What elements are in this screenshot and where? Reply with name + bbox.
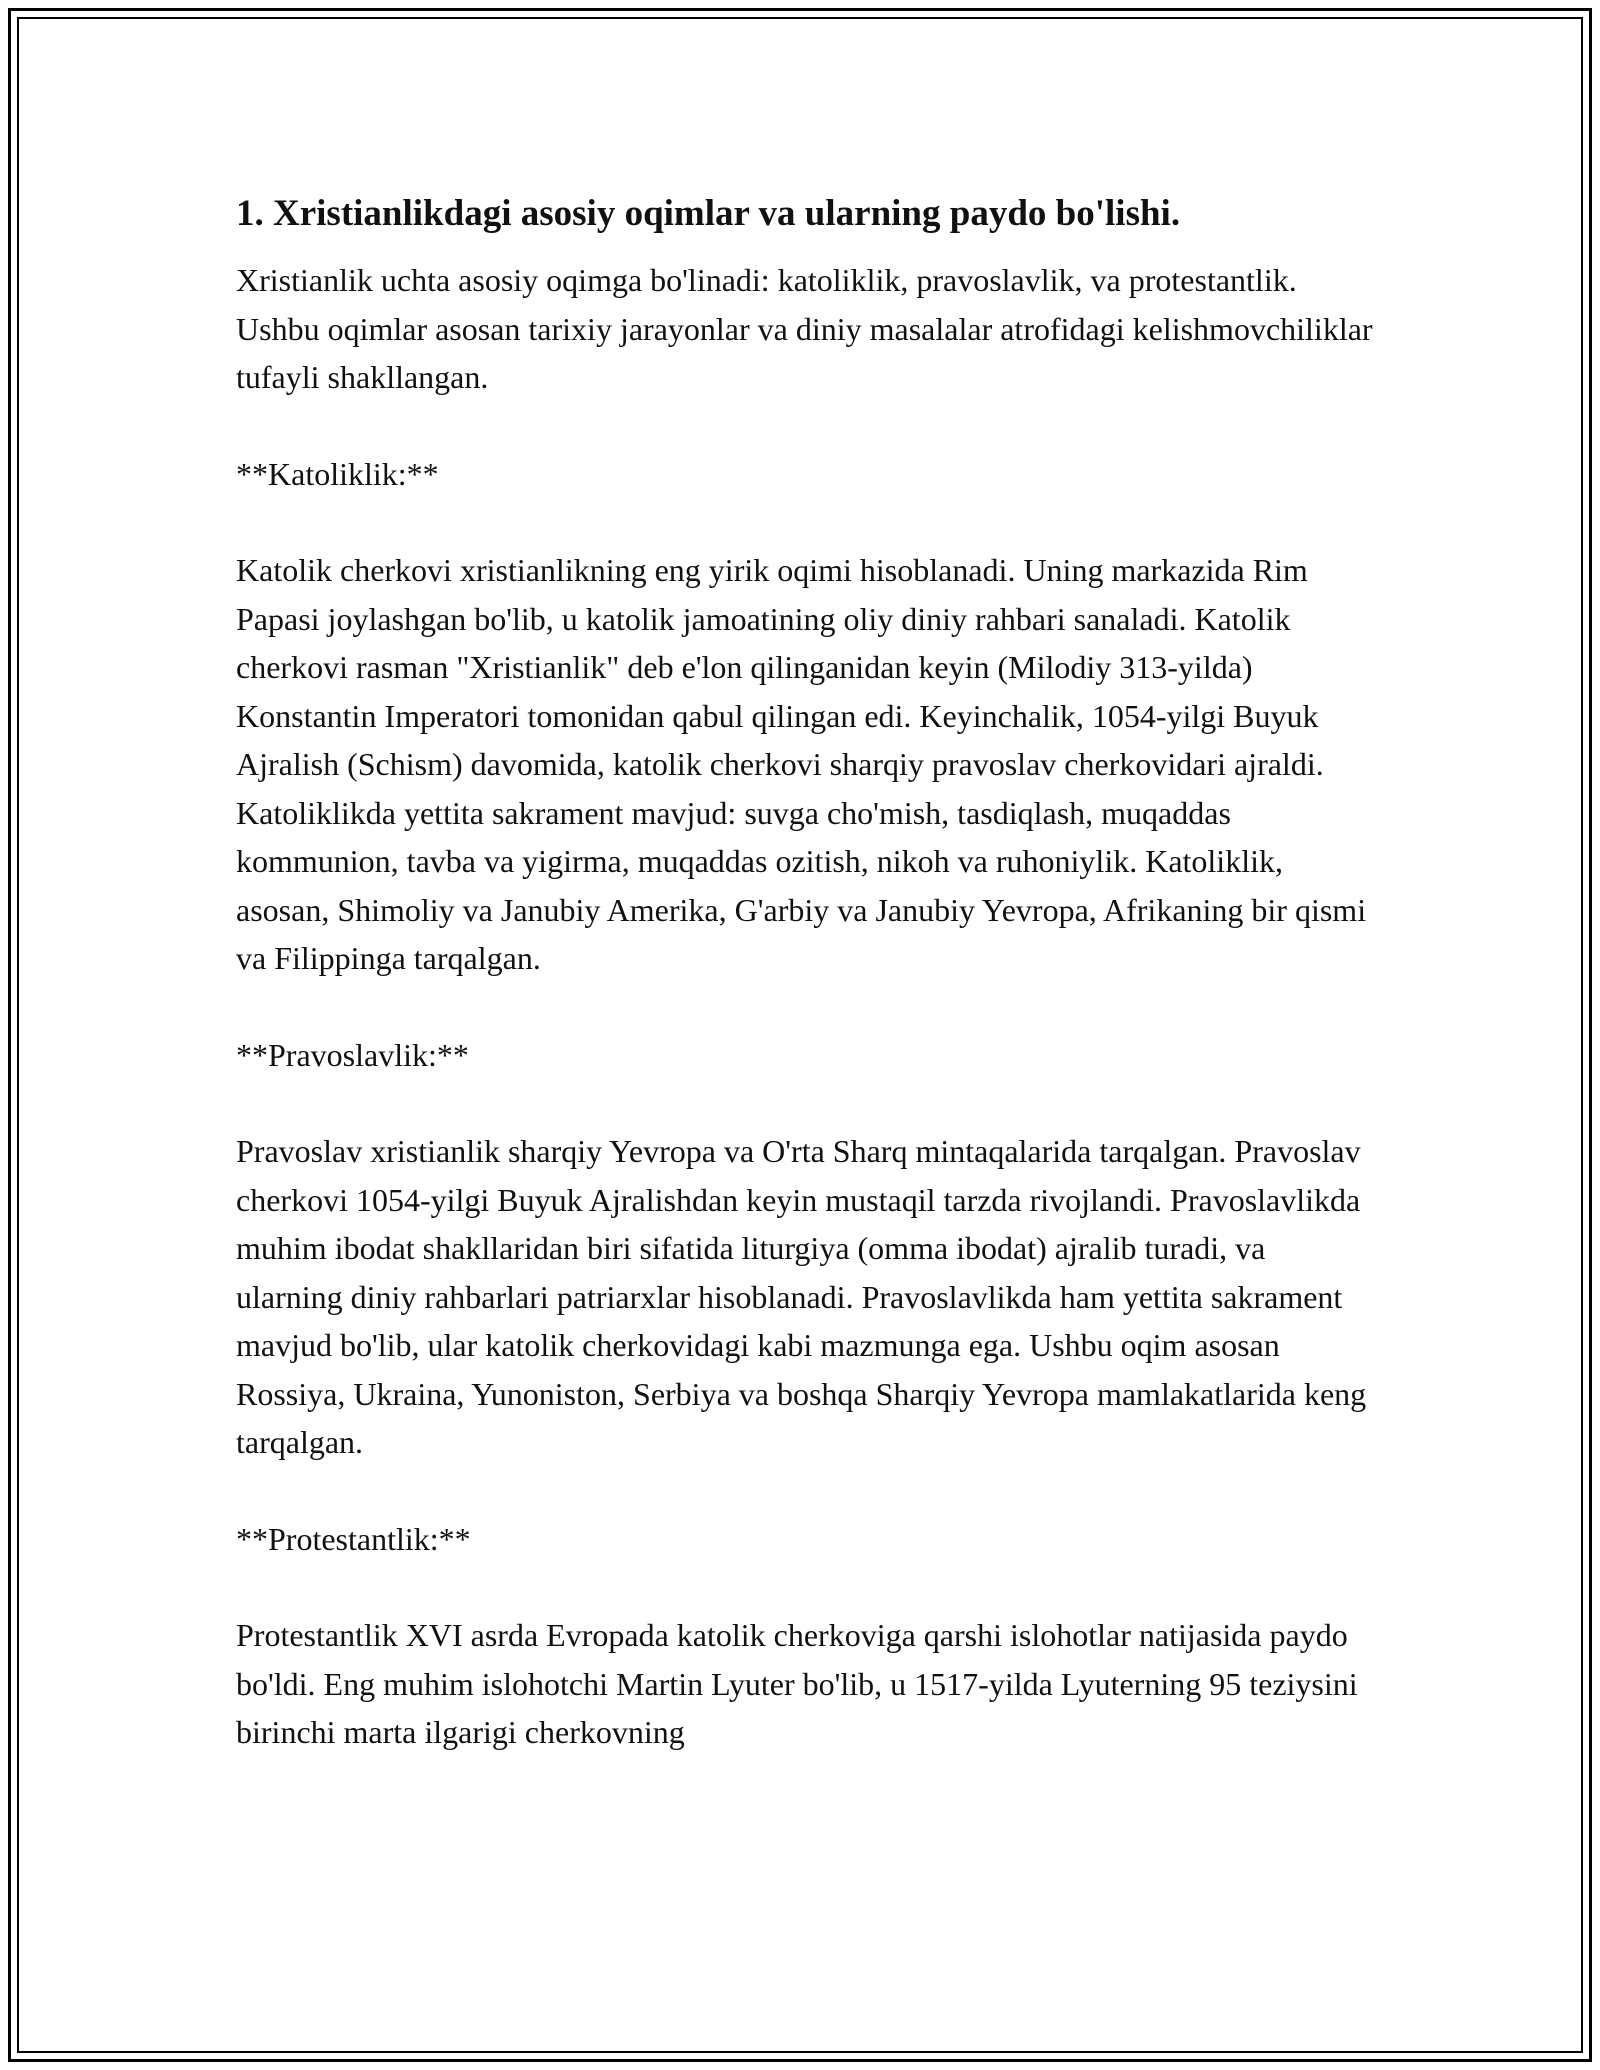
protestantlik-paragraph: Protestantlik XVI asrda Evropada katolik cherkoviga qarshi islohotlar natijasida paydo bo'ldi. Eng muhim islohotchi Martin Lyuter bo'lib, u 1517-yilda Lyuterning 95 teziysini birinchi marta ilgarigi cherkovning (236, 1617, 1358, 1750)
section-label-pravoslavlik: **Pravoslavlik:** (236, 1036, 469, 1073)
intro-paragraph: Xristianlik uchta asosiy oqimga bo'linadi: katoliklik, pravoslavlik, va protestantlik. Ushbu oqimlar asosan tarixiy jarayonlar va diniy masalalar atrofidagi kelishmovchiliklar tufayli shakllangan. (236, 262, 1373, 395)
katoliklik-paragraph: Katolik cherkovi xristianlikning eng yirik oqimi hisoblanadi. Uning markazida Rim Papasi joylashgan bo'lib, u katolik jamoatining oliy diniy rahbari sanaladi. Katolik cherkovi rasman "Xristianlik" deb e'lon qilinganidan keyin (Milodiy 313-yilda) Konstantin Imperatori tomonidan qabul qilingan edi. Keyinchalik, 1054-yilgi Buyuk Ajralish (Schism) davomida, katolik cherkovi sharqiy pravoslav cherkovidari ajraldi. Katoliklikda yettita sakrament mavjud: suvga cho'mish, tasdiqlash, muqaddas kommunion, tavba va yigirma, muqaddas ozitish, nikoh va ruhoniylik. Katoliklik, asosan, Shimoliy va Janubiy Amerika, G'arbiy va Janubiy Yevropa, Afrikaning bir qismi va Filippinga tarqalgan. (236, 552, 1367, 976)
document-body (236, 188, 1376, 1805)
section-label-katoliklik: **Katoliklik:** (236, 455, 439, 492)
pravoslavlik-paragraph: Pravoslav xristianlik sharqiy Yevropa va O'rta Sharq mintaqalarida tarqalgan. Pravoslav cherkovi 1054-yilgi Buyuk Ajralishdan keyin mustaqil tarzda rivojlandi. Pravoslavlikda muhim ibodat shakllaridan biri sifatida liturgiya (omma ibodat) ajralib turadi, va ularning diniy rahbarlari patriarxlar hisoblanadi. Pravoslavlikda ham yettita sakrament mavjud bo'lib, ular katolik cherkovidagi kabi mazmunga ega. Ushbu oqim asosan Rossiya, Ukraina, Yunoniston, Serbiya va boshqa Sharqiy Yevropa mamlakatlarida keng tarqalgan. (236, 1133, 1367, 1460)
document-heading: 1. Xristianlikdagi asosiy oqimlar va ularning paydo bo'lishi. (236, 193, 1181, 234)
section-label-protestantlik: **Protestantlik:** (236, 1520, 471, 1557)
